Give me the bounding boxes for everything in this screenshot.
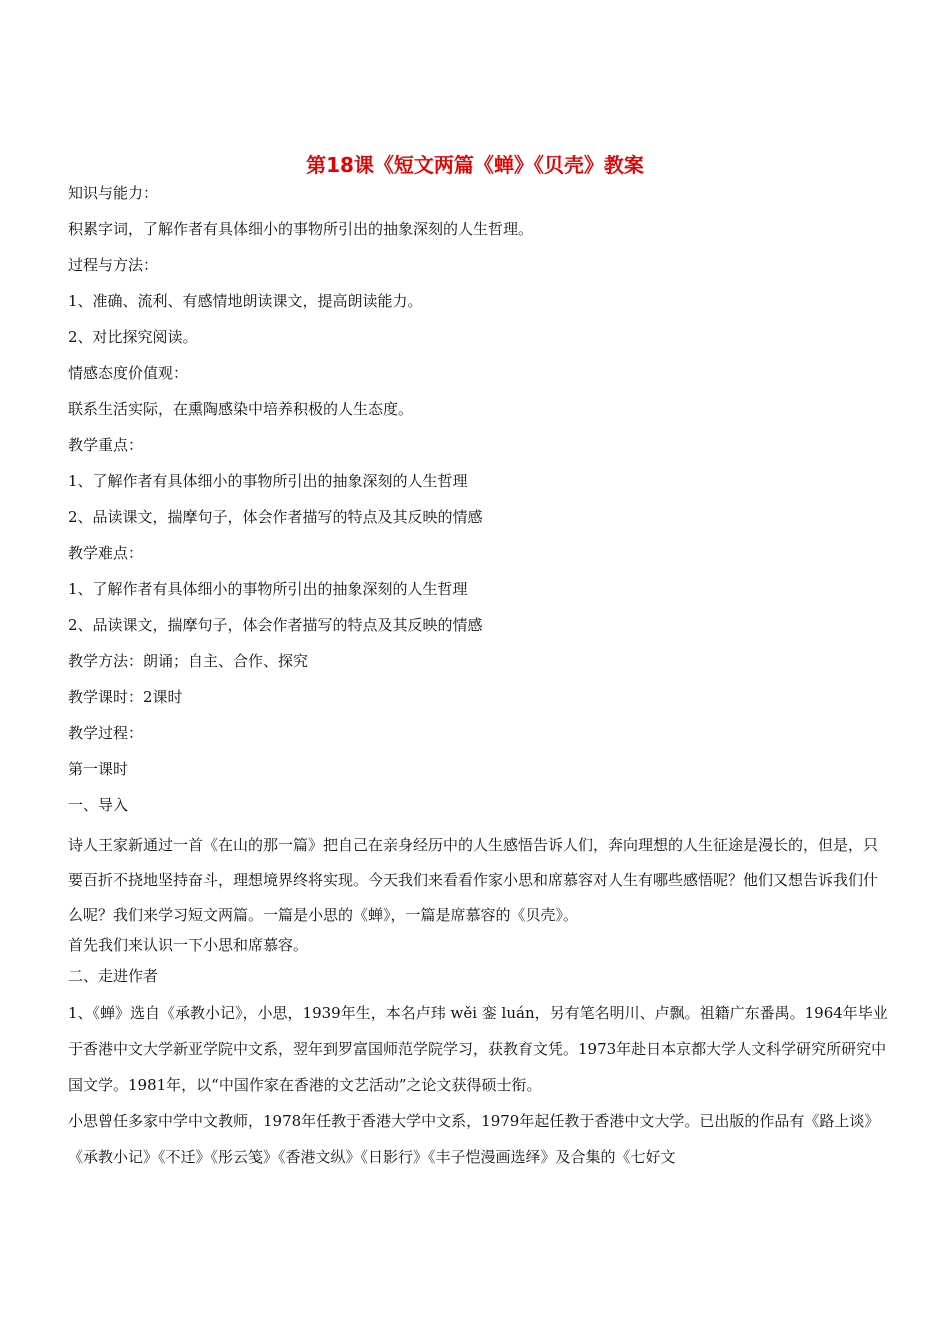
heading-teaching-process: 教学过程： xyxy=(68,724,144,742)
text-line: 2、品读课文，揣摩句子，体会作者描写的特点及其反映的情感 xyxy=(68,508,483,526)
document-body xyxy=(68,181,888,1175)
text-line: 积累字词，了解作者有具体细小的事物所引出的抽象深刻的人生哲理。 xyxy=(68,220,534,238)
author-paragraph-xiaosi: 1、《蝉》选自《承教小记》，小思，1939年生，本名卢玮 wěi 銮 luán，另有笔名明川、卢飘。祖籍广东番禺。1964年毕业于香港中文大学新亚学院中文系，翌年到罗富国师范学院学习，获教育文凭。1973年赴日本京都大学人文科学研究所研究中国文学。1981年，以“中国作家在香港的文艺活动”之论文获得硕士衔。 xyxy=(68,1004,888,1094)
text-line: 1、了解作者有具体细小的事物所引出的抽象深刻的人生哲理 xyxy=(68,472,468,490)
section-author-heading: 二、走进作者 xyxy=(68,967,159,985)
teaching-hours: 教学课时：2课时 xyxy=(68,688,183,706)
teaching-methods: 教学方法：朗诵；自主、合作、探究 xyxy=(68,652,309,670)
intro-paragraph: 诗人王家新通过一首《在山的那一篇》把自己在亲身经历中的人生感悟告诉人们，奔向理想的人生征途是漫长的，但是，只要百折不挠地坚持奋斗，理想境界终将实现。今天我们来看看作家小思和席慕容对人生有哪些感悟呢？他们又想告诉我们什么呢？我们来学习短文两篇。一篇是小思的《蝉》，一篇是席慕容的《贝壳》。 xyxy=(68,836,879,924)
text-line: 2、品读课文，揣摩句子，体会作者描写的特点及其反映的情感 xyxy=(68,616,483,634)
first-lesson-label: 第一课时 xyxy=(68,760,129,778)
text-line: 1、了解作者有具体细小的事物所引出的抽象深刻的人生哲理 xyxy=(68,580,468,598)
heading-key-points: 教学重点： xyxy=(68,436,144,454)
text-line: 2、对比探究阅读。 xyxy=(68,328,198,346)
document-title: 第18课《短文两篇《蝉》《贝壳》教案 xyxy=(306,153,644,177)
text-line: 联系生活实际，在熏陶感染中培养积极的人生态度。 xyxy=(68,400,414,418)
author-paragraph-works: 小思曾任多家中学中文教师，1978年任教于香港大学中文系，1979年起任教于香港中文大学。已出版的作品有《路上谈》《承教小记》《不迁》《彤云笺》《香港文纵》《日影行》《丰子恺漫画选绎》及合集的《七好文 xyxy=(68,1112,880,1166)
heading-difficulties: 教学难点： xyxy=(68,544,144,562)
heading-process: 过程与方法： xyxy=(68,256,159,274)
text-line: 1、准确、流利、有感情地朗读课文，提高朗读能力。 xyxy=(68,292,423,310)
heading-knowledge: 知识与能力： xyxy=(68,184,159,202)
intro-followup: 首先我们来认识一下小思和席慕容。 xyxy=(68,936,309,954)
section-intro-heading: 一、导入 xyxy=(68,796,129,814)
heading-emotion: 情感态度价值观： xyxy=(68,364,189,382)
